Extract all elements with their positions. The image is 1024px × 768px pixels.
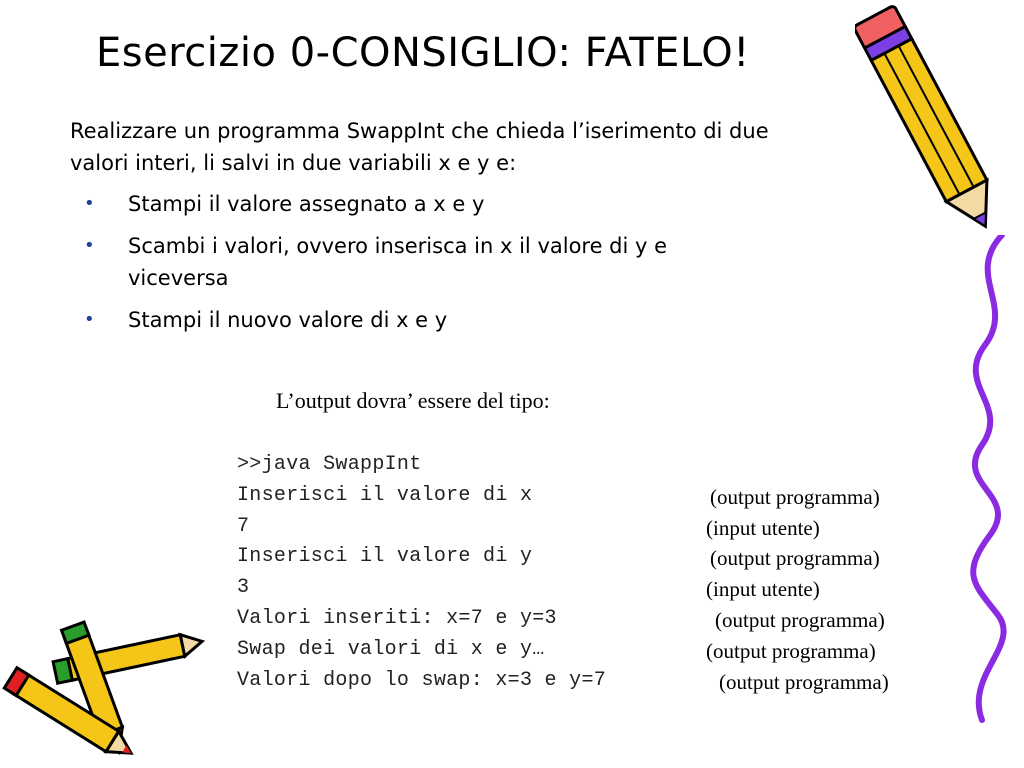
bullet-text: Stampi il valore assegnato a x e y <box>128 192 485 216</box>
console-row <box>237 453 957 484</box>
bullet-item <box>70 304 770 336</box>
console-line: Valori inseriti: x=7 e y=3 <box>237 606 557 630</box>
console-row <box>237 638 957 669</box>
console-note: (input utente) <box>706 515 820 540</box>
squiggle-line <box>960 235 1024 725</box>
bullet-icon: • <box>84 309 95 330</box>
console-row <box>237 484 957 515</box>
output-subtitle: L’output dovra’ essere del tipo: <box>276 388 550 413</box>
bullet-text: Scambi i valori, ovvero inserisca in x il valore di y e viceversa <box>128 234 668 290</box>
bullet-item <box>70 188 770 220</box>
bullet-item <box>70 230 770 294</box>
console-row <box>237 576 957 607</box>
bullet-icon: • <box>84 193 95 214</box>
console-line: Swap dei valori di x e y… <box>237 637 545 661</box>
console-line: Inserisci il valore di x <box>237 483 533 507</box>
console-row <box>237 545 957 576</box>
console-line: >>java SwappInt <box>237 453 422 476</box>
console-note: (output programma) <box>710 484 880 509</box>
console-line: 3 <box>237 576 250 600</box>
console-row <box>237 669 957 700</box>
pencil-bundle-icon <box>0 615 210 765</box>
console-note: (output programma) <box>715 607 885 632</box>
console-note: (input utente) <box>706 577 820 602</box>
console-row <box>237 515 957 546</box>
console-line: Inserisci il valore di y <box>237 545 533 569</box>
pencil-icon <box>855 0 1005 245</box>
console-line: Valori dopo lo swap: x=3 e y=7 <box>237 668 607 692</box>
intro-paragraph: Realizzare un programma SwappInt che chieda l’iserimento di due valori interi, li salvi in due variabili x e y e: <box>70 119 769 175</box>
console-note: (output programma) <box>710 546 880 571</box>
slide-title: Esercizio 0-CONSIGLIO: FATELO! <box>96 30 750 76</box>
bullet-list <box>70 188 770 346</box>
console-row <box>237 607 957 638</box>
bullet-text: Stampi il nuovo valore di x e y <box>128 308 448 332</box>
console-line: 7 <box>237 514 250 538</box>
console-example <box>237 453 957 699</box>
console-note: (output programma) <box>719 669 889 694</box>
console-note: (output programma) <box>706 638 876 663</box>
bullet-icon: • <box>84 235 95 256</box>
